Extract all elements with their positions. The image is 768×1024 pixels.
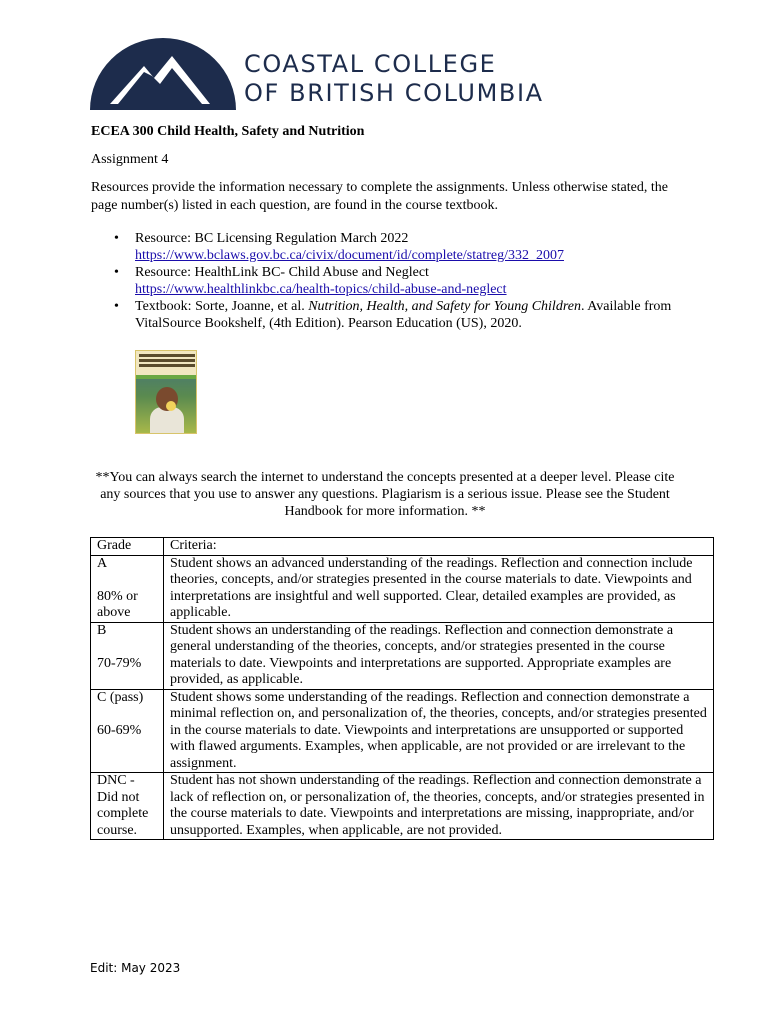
resource-label: Resource: HealthLink BC- Child Abuse and Neglect	[135, 265, 429, 280]
bullet-icon: •	[114, 265, 119, 280]
textbook-cover-image	[135, 350, 197, 434]
bullet-icon: •	[114, 299, 119, 314]
criteria-cell: Student shows an understanding of the readings. Reflection and connection demonstrate a general understanding of the theories, concepts, and/or strategies presented in the course materials to date. Viewpoints and interpretations are supported. Appropriate examples are provided, as applicable.	[164, 622, 714, 689]
criteria-header: Criteria:	[164, 538, 714, 556]
research-note: **You can always search the internet to understand the concepts presented at a deeper level. Please cite any sources that you use to answer any questions. Plagiarism is a serious issue. Please see the Student Handbook for more information. **	[95, 470, 675, 519]
grade-range: 60-69%	[97, 722, 142, 738]
resource-list	[0, 231, 695, 333]
college-name-line1: COASTAL COLLEGE	[244, 50, 497, 78]
assignment-label: Assignment 4	[91, 152, 169, 167]
course-title: ECEA 300 Child Health, Safety and Nutrition	[91, 124, 365, 139]
grade-range: 70-79%	[97, 655, 142, 671]
table-row	[91, 622, 714, 689]
grade-letter: DNC - Did not complete course.	[97, 773, 149, 838]
criteria-cell: Student shows an advanced understanding of the readings. Reflection and connection include theories, concepts, and/or strategies presented in the course materials to date. Viewpoints and interpretations are insightful and well supported. Clear, detailed examples are provided, as applicable.	[164, 555, 714, 622]
grade-cell	[91, 622, 164, 689]
resource-link[interactable]: https://www.healthlinkbc.ca/health-topics/child-abuse-and-neglect	[135, 281, 507, 297]
textbook-prefix: Textbook: Sorte, Joanne, et al.	[135, 299, 309, 314]
mountain-logo-icon	[90, 38, 240, 110]
table-row	[91, 773, 714, 840]
college-logo	[90, 38, 544, 110]
grade-letter: B	[97, 622, 107, 638]
intro-paragraph: Resources provide the information necessary to complete the assignments. Unless otherwise stated, the page number(s) listed in each question, are found in the course textbook.	[91, 180, 668, 213]
college-name-line2: OF BRITISH COLUMBIA	[244, 79, 544, 107]
grade-header: Grade	[91, 538, 164, 556]
grade-range: 80% or above	[97, 588, 138, 620]
textbook-item	[0, 299, 695, 332]
college-name	[244, 50, 544, 108]
cover-band	[136, 375, 196, 379]
bullet-icon: •	[114, 231, 119, 246]
resource-item	[0, 265, 695, 298]
criteria-cell: Student shows some understanding of the readings. Reflection and connection demonstrate a minimal reflection on, and personalization of, the theories, concepts, and/or strategies presented in the course materials to date. Viewpoints and interpretations are unsupported or supported with flawed arguments. Examples, when applicable, are not provided or are irrelevant to the assignment.	[164, 689, 714, 773]
grade-letter: A	[97, 555, 108, 571]
edit-date-footer: Edit: May 2023	[90, 961, 181, 975]
grade-letter: C (pass)	[97, 689, 144, 705]
cover-flower	[166, 401, 176, 411]
resource-link[interactable]: https://www.bclaws.gov.bc.ca/civix/document/id/complete/statreg/332_2007	[135, 247, 564, 263]
cover-title-lines	[139, 354, 195, 357]
grade-cell	[91, 689, 164, 773]
resource-label: Resource: BC Licensing Regulation March 2022	[135, 231, 409, 246]
table-row	[91, 689, 714, 773]
grade-cell	[91, 555, 164, 622]
grade-cell	[91, 773, 164, 840]
criteria-cell: Student has not shown understanding of the readings. Reflection and connection demonstrate a lack of reflection on, or personalization of, the theories, concepts, and/or strategies presented in the course materials to date. Viewpoints and interpretations are missing, inappropriate, and/or unsupported. Examples, when applicable, are not provided.	[164, 773, 714, 840]
table-row	[91, 555, 714, 622]
resource-item	[0, 231, 695, 264]
textbook-title: Nutrition, Health, and Safety for Young Children	[308, 299, 581, 314]
textbook-suffix: . Available from VitalSource Bookshelf, (4th Edition). Pearson Education (US), 2020.	[135, 299, 672, 331]
grading-table	[90, 537, 714, 840]
table-header-row	[91, 538, 714, 556]
